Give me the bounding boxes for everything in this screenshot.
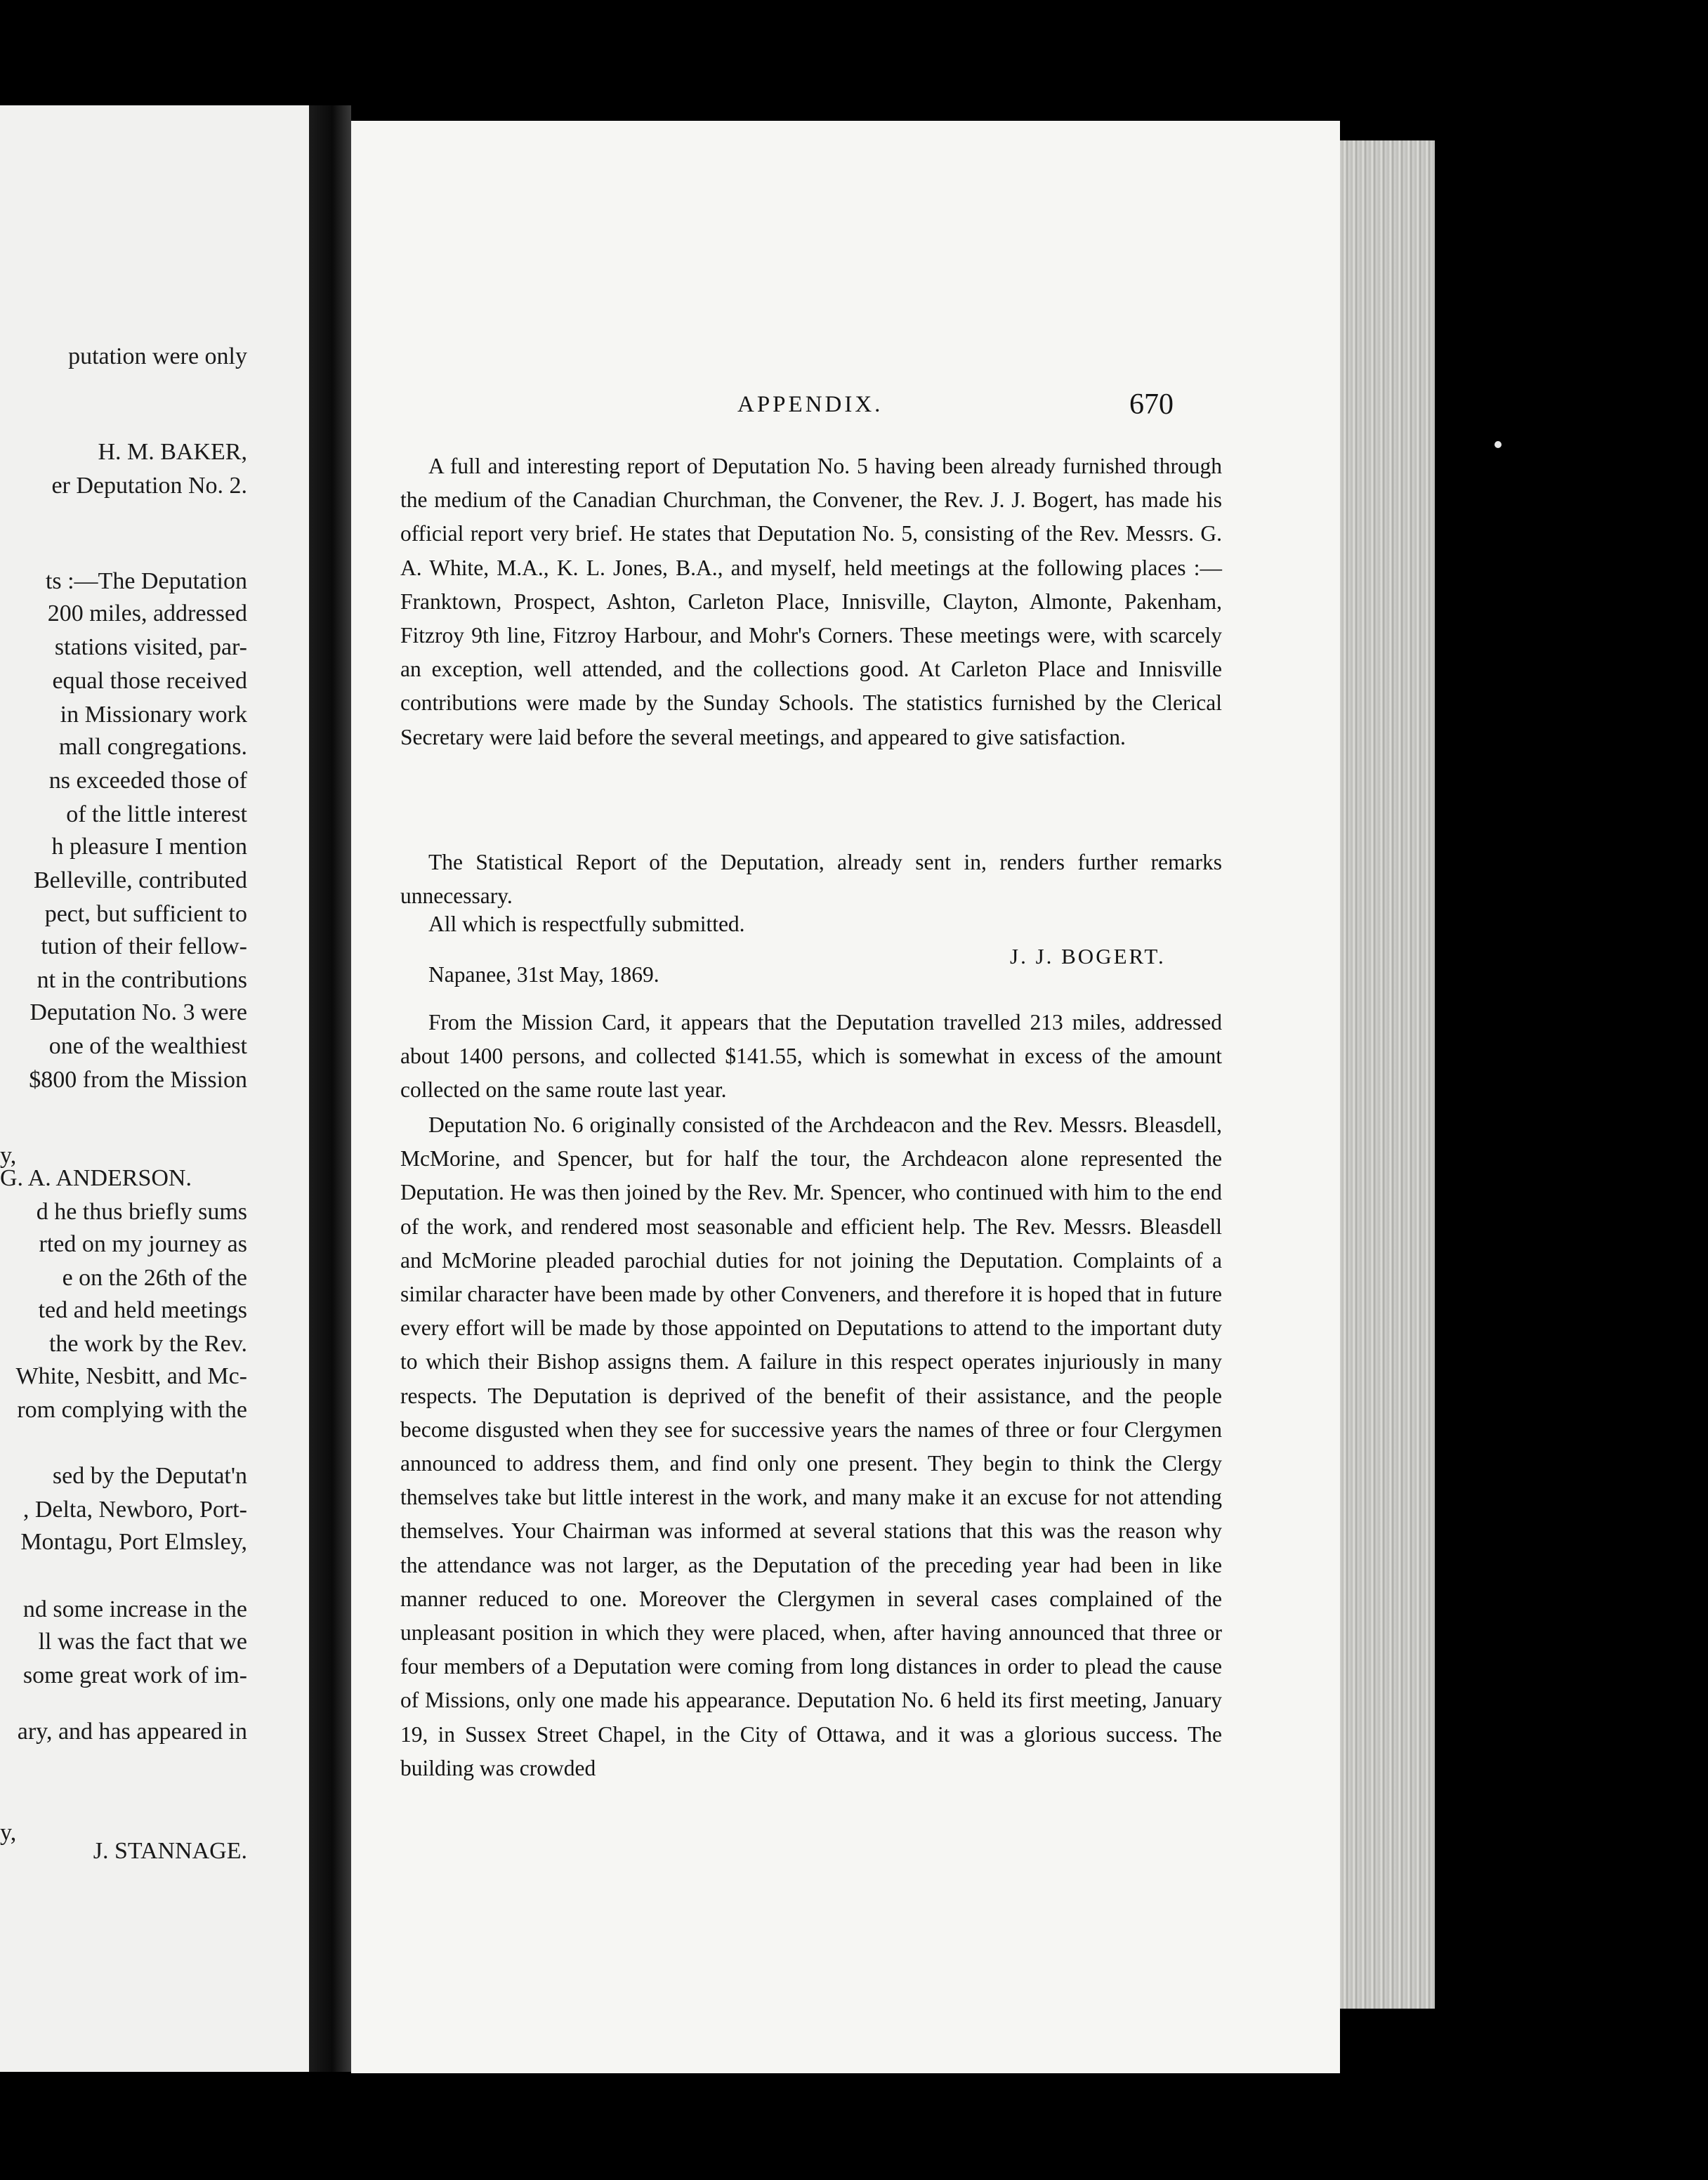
left-page-line: putation were only xyxy=(68,343,247,369)
paragraph-deputation-6: Deputation No. 6 originally consisted of the Archdeacon and the Rev. Messrs. Bleasdell, McMorine, and Spencer, but for half the tour, the Archdeacon alone represented the Deputation. He was then joined by the Rev. Mr. Spencer, who continued with him to the end of the work, and rendered most seasonable and efficient help. The Rev. Messrs. Bleasdell and McMorine pleaded parochial duties for not joining the Deputation. Complaints of a similar character have been made by other Conveners, and therefore it is hoped that in future every effort will be made by those appointed on Deputations to attend to the important duty to which their Bishop assigns them. A failure in this respect operates injuriously in many respects. The Deputation is deprived of the benefit of their assistance, and the people become disgusted when they see for successive years the names of three or four Clergymen announced to address them, and find only one present. They begin to think the Clergy themselves take but little interest in the work, and many make it an excuse for not attending themselves. Your Chairman was informed at several stations that this was the reason why the attendance was not larger, as the Deputation of the preceding year had been in like manner reduced to one. Moreover the Clergymen in several cases complained of the unpleasant position in which they were placed, when, after having announced that three or four members of a Deputation were coming from long distances in order to plead the cause of Missions, only one made his appearance. Deputation No. 6 held its first meeting, January 19, in Sussex Street Chapel, in the City of Ottawa, and it was a glorious success. The building was crowded xyxy=(400,1112,1222,1780)
left-page-line: rom complying with the xyxy=(17,1397,247,1423)
left-page-line: er Deputation No. 2. xyxy=(51,473,247,499)
paragraph-deputation-5: A full and interesting report of Deputation No. 5 having been already furnished through the medium of the Canadian Churchman, the Convener, the Rev. J. J. Bogert, has made his official report very brief. He states that Deputation No. 5, consisting of the Rev. Messrs. G. A. White, M.A., K. L. Jones, B.A., and myself, held meetings at the following places :— Franktown, Prospect, Ashton, Carleton Place, Innisville, Clayton, Almonte, Pakenham, Fitzroy 9th line, Fitzroy Harbour, and Mohr's Corners. These meetings were, with scarcely an exception, well attended, and the collections good. At Carleton Place and Innisville contributions were made by the Sunday Schools. The statistics furnished by the Clerical Secretary were laid before the several meetings, and appeared to give satisfaction. xyxy=(400,454,1222,749)
left-page-line: tution of their fellow- xyxy=(41,933,247,959)
signature-bogert: J. J. BOGERT. xyxy=(1010,944,1166,968)
page-edges xyxy=(1340,140,1435,2009)
left-page-line: rted on my journey as xyxy=(39,1231,247,1257)
left-page-line: ts :—The Deputation xyxy=(45,568,247,594)
book-gutter xyxy=(309,105,351,2072)
left-page-line: H. M. BAKER, xyxy=(98,439,247,465)
left-page-line: mall congregations. xyxy=(58,734,247,760)
left-page-line: , Delta, Newboro, Port- xyxy=(22,1497,247,1523)
left-page-line: d he thus briefly sums xyxy=(36,1199,247,1225)
left-page-line: 200 miles, addressed xyxy=(47,600,247,626)
left-page-line: equal those received xyxy=(52,668,247,694)
left-page-line: White, Nesbitt, and Mc- xyxy=(15,1363,247,1389)
dateline: Napanee, 31st May, 1869. xyxy=(428,962,659,987)
left-page-line: nd some increase in the xyxy=(22,1596,247,1622)
left-page-line: G. A. ANDERSON. xyxy=(0,1165,192,1191)
scan-speck xyxy=(1494,441,1502,448)
left-page-line: Belleville, contributed xyxy=(33,867,247,893)
closing-line: All which is respectfully submitted. xyxy=(428,912,745,936)
left-page-line: ted and held meetings xyxy=(38,1297,247,1323)
running-header: APPENDIX. xyxy=(737,392,883,417)
left-page-line: in Missionary work xyxy=(60,702,247,728)
left-page-line: ary, and has appeared in xyxy=(17,1719,247,1745)
left-page-line: ll was the fact that we xyxy=(38,1629,247,1655)
left-page-line: ns exceeded those of xyxy=(48,768,247,794)
left-page-line: one of the wealthiest xyxy=(48,1033,247,1059)
left-page-line: $800 from the Mission xyxy=(29,1067,247,1093)
left-page-line: nt in the contributions xyxy=(37,967,247,993)
paragraph-statistical-report: The Statistical Report of the Deputation, already sent in, renders further remarks unnecessary. xyxy=(400,850,1222,909)
left-page-line: J. STANNAGE. xyxy=(93,1838,247,1864)
left-page-line: y, xyxy=(0,1143,17,1169)
left-page-line: h pleasure I mention xyxy=(51,834,247,860)
left-page-line: Montagu, Port Elmsley, xyxy=(20,1529,247,1555)
left-page-line: Deputation No. 3 were xyxy=(29,999,247,1025)
left-page-line: pect, but sufficient to xyxy=(44,901,247,927)
left-page-line: stations visited, par- xyxy=(54,634,247,660)
left-page-line: y, xyxy=(0,1820,17,1846)
left-page-line: sed by the Deputat'n xyxy=(52,1463,247,1489)
left-page-line: e on the 26th of the xyxy=(62,1265,247,1291)
left-page-line: some great work of im- xyxy=(22,1662,247,1688)
left-page-line: the work by the Rev. xyxy=(48,1331,247,1357)
page-number: 670 xyxy=(1129,388,1174,421)
paragraph-mission-card: From the Mission Card, it appears that the Deputation travelled 213 miles, addressed about 1400 persons, and collected $141.55, which is somewhat in excess of the amount collected on the same route last year. xyxy=(400,1010,1222,1103)
left-page xyxy=(0,105,309,2072)
left-page-line: of the little interest xyxy=(66,801,247,827)
